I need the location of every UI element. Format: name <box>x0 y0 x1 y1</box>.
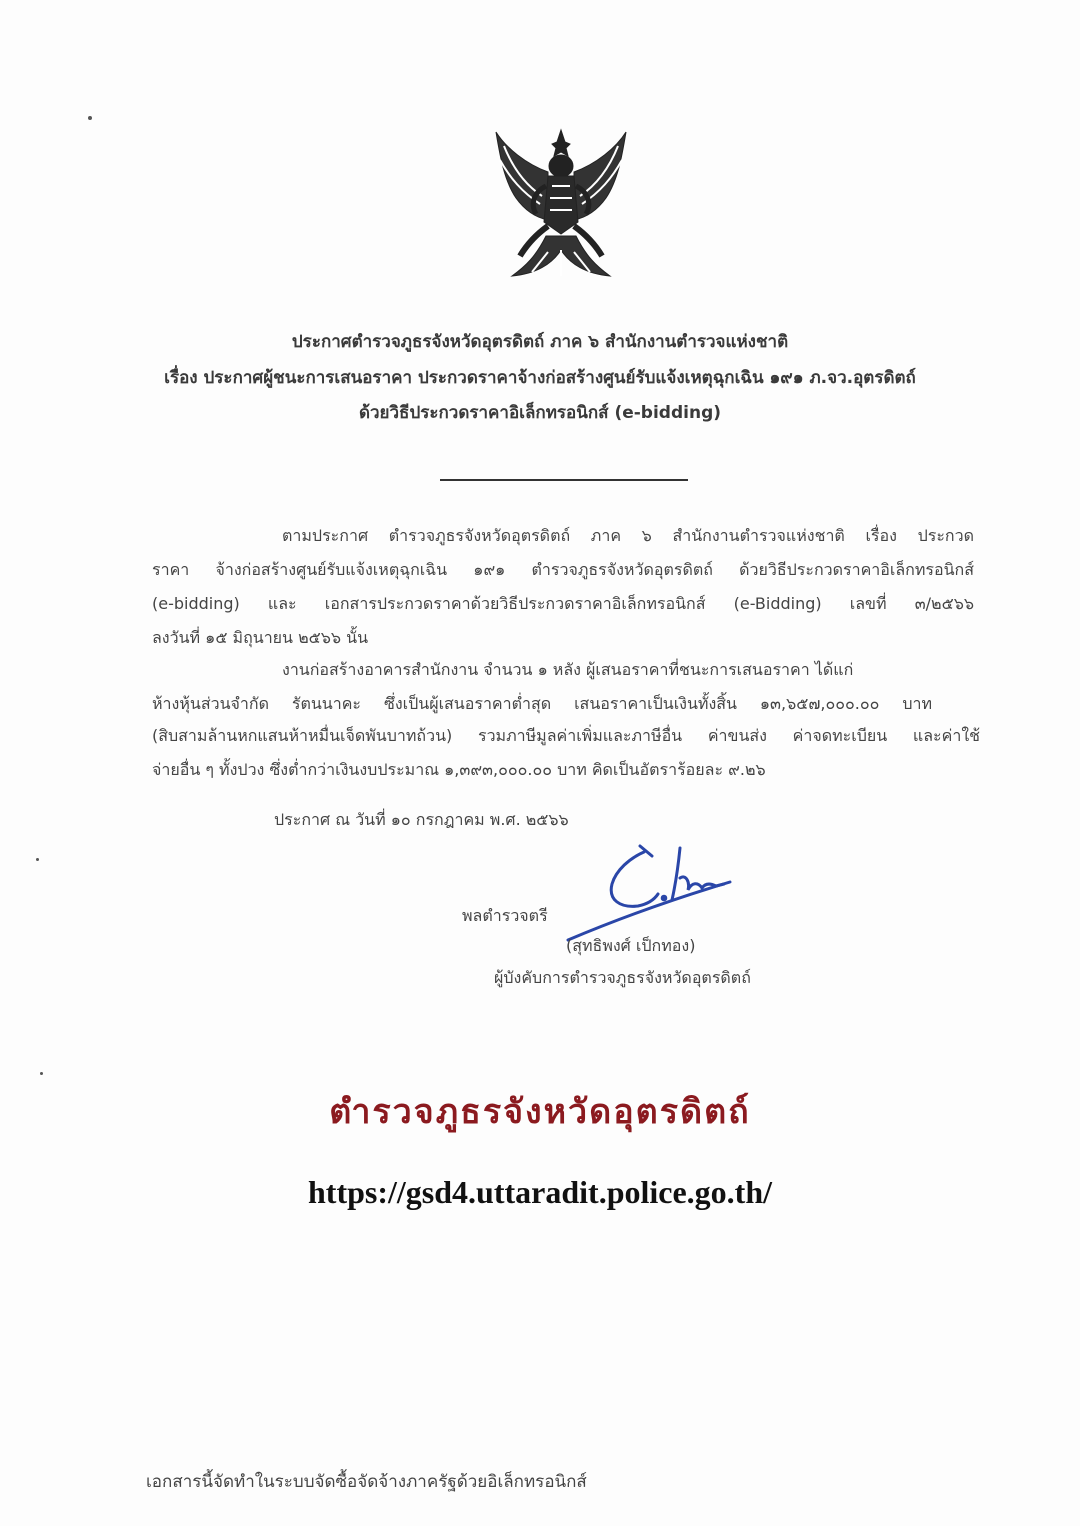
signatory-rank: พลตำรวจตรี <box>462 906 548 925</box>
announce-date: ประกาศ ณ วันที่ ๑๐ กรกฎาคม พ.ศ. ๒๕๖๖ <box>274 810 569 829</box>
announcement-title-line2: เรื่อง ประกาศผู้ชนะการเสนอราคา ประกวดราคาจ้างก่อสร้างศูนย์รับแจ้งเหตุฉุกเฉิน ๑๙๑ ภ.จว.อุตรดิตถ์ <box>164 368 916 388</box>
para1-line: ลงวันที่ ๑๕ มิถุนายน ๒๕๖๖ นั้น <box>152 628 369 647</box>
para2-line: ห้างหุ้นส่วนจำกัด รัตนนาคะ ซึ่งเป็นผู้เสนอราคาต่ำสุด เสนอราคาเป็นเงินทั้งสิ้น ๑๓,๖๕๗,๐๐๐.๐๐ บาท <box>152 694 932 713</box>
para1-line: ราคา จ้างก่อสร้างศูนย์รับแจ้งเหตุฉุกเฉิน ๑๙๑ ตำรวจภูธรจังหวัดอุตรดิตถ์ ด้วยวิธีประกวดราคาอิเล็กทรอนิกส์ <box>152 560 974 579</box>
signatory-position: ผู้บังคับการตำรวจภูธรจังหวัดอุตรดิตถ์ <box>494 968 751 987</box>
title-divider <box>440 479 688 481</box>
footer-note: เอกสารนี้จัดทำในระบบจัดซื้อจัดจ้างภาครัฐด้วยอิเล็กทรอนิกส์ <box>146 1472 587 1492</box>
garuda-emblem-icon <box>486 126 636 284</box>
scan-speck <box>36 858 39 861</box>
signatory-name: (สุทธิพงศ์ เป็กทอง) <box>566 936 696 955</box>
para1-line: ตามประกาศ ตำรวจภูธรจังหวัดอุตรดิตถ์ ภาค ๖ สำนักงานตำรวจแห่งชาติ เรื่อง ประกวด <box>282 526 974 545</box>
scan-speck <box>88 116 92 120</box>
website-url[interactable]: https://gsd4.uttaradit.police.go.th/ <box>307 1174 773 1210</box>
para2-line: จ่ายอื่น ๆ ทั้งปวง ซึ่งต่ำกว่าเงินงบประมาณ ๑,๓๙๓,๐๐๐.๐๐ บาท คิดเป็นอัตราร้อยละ ๙.๒๖ <box>152 760 766 779</box>
scan-speck <box>40 1072 43 1075</box>
para1-line: (e-bidding) และ เอกสารประกวดราคาด้วยวิธีประกวดราคาอิเล็กทรอนิกส์ (e-Bidding) เลขที่ ๓/๒๕๖๖ <box>152 594 975 613</box>
handwritten-signature <box>560 838 740 948</box>
announcement-title-line3: ด้วยวิธีประกวดราคาอิเล็กทรอนิกส์ (e-bidding) <box>358 403 722 423</box>
agency-name: ตำรวจภูธรจังหวัดอุตรดิตถ์ <box>329 1092 751 1132</box>
announcement-title-line1: ประกาศตำรวจภูธรจังหวัดอุตรดิตถ์ ภาค ๖ สำนักงานตำรวจแห่งชาติ <box>291 332 789 352</box>
para2-line: งานก่อสร้างอาคารสำนักงาน จำนวน ๑ หลัง ผู้เสนอราคาที่ชนะการเสนอราคา ได้แก่ <box>282 660 854 679</box>
para2-line: (สิบสามล้านหกแสนห้าหมื่นเจ็ดพันบาทถ้วน) รวมภาษีมูลค่าเพิ่มและภาษีอื่น ค่าขนส่ง ค่าจดทะเบียน และค่าใช้ <box>152 726 980 745</box>
